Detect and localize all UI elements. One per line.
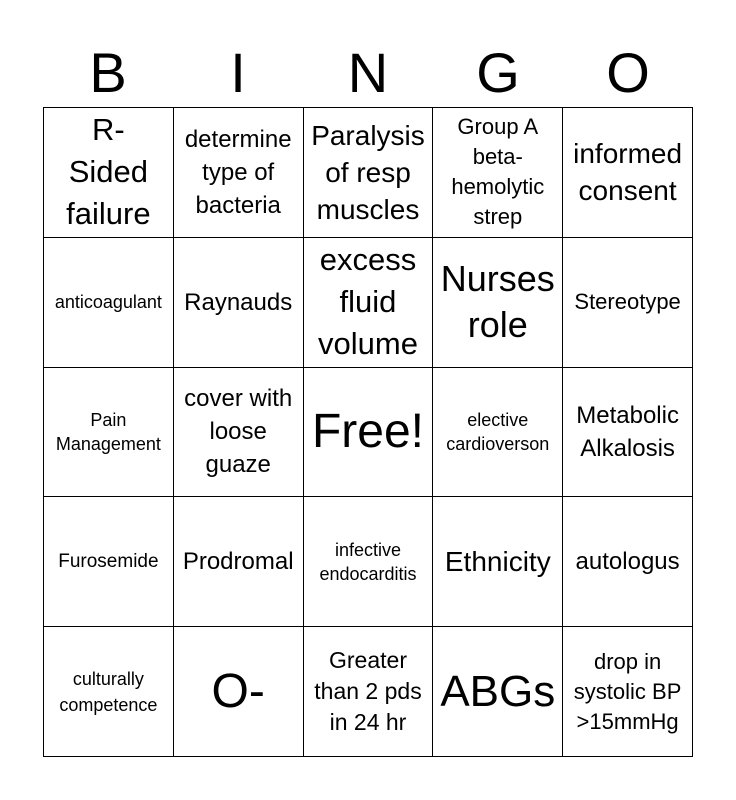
cell-text: excess fluid volume: [318, 242, 418, 362]
cell-text: Stereotype: [574, 289, 681, 315]
bingo-cell[interactable]: [174, 497, 304, 627]
cell-text: elective cardioverson: [446, 409, 550, 454]
bingo-cell[interactable]: [304, 108, 434, 238]
header-letter-b: B: [89, 41, 127, 104]
bingo-cell[interactable]: [304, 627, 434, 757]
cell-text: culturally competence: [59, 668, 158, 715]
cell-text: drop in systolic BP >15mmHg: [573, 648, 682, 734]
header-letter-n: N: [347, 41, 389, 104]
cell-text: ABGs: [440, 666, 556, 716]
cell-text: Metabolic Alkalosis: [576, 401, 679, 462]
bingo-cell[interactable]: [563, 497, 693, 627]
header-letter-g: G: [476, 41, 520, 104]
bingo-cell[interactable]: [433, 627, 563, 757]
bingo-cell[interactable]: [563, 368, 693, 498]
bingo-cell[interactable]: [44, 108, 174, 238]
bingo-cell[interactable]: [304, 368, 434, 498]
cell-text: Group A beta-hemolytic strep: [451, 114, 545, 230]
bingo-cell[interactable]: [174, 627, 304, 757]
cell-text: Paralysis of resp muscles: [311, 119, 425, 225]
bingo-header: [43, 38, 693, 108]
bingo-cell[interactable]: [44, 497, 174, 627]
bingo-cell[interactable]: [433, 238, 563, 368]
bingo-cell[interactable]: [304, 497, 434, 627]
cell-text: Furosemide: [58, 550, 159, 572]
cell-text: O-: [211, 664, 265, 718]
cell-text: Prodromal: [182, 548, 294, 576]
bingo-cell[interactable]: [44, 238, 174, 368]
bingo-cell[interactable]: [174, 368, 304, 498]
bingo-cell[interactable]: [433, 108, 563, 238]
bingo-cell[interactable]: [44, 627, 174, 757]
cell-text: Greater than 2 pds in 24 hr: [314, 647, 422, 736]
header-letter-i: I: [230, 41, 246, 104]
bingo-cell[interactable]: [563, 627, 693, 757]
bingo-cell[interactable]: [174, 238, 304, 368]
cell-text: Raynauds: [184, 288, 293, 316]
bingo-cell[interactable]: [174, 108, 304, 238]
bingo-cell[interactable]: [304, 238, 434, 368]
cell-text: cover with loose guaze: [184, 385, 293, 479]
bingo-grid: [43, 107, 693, 757]
cell-text: autologus: [575, 548, 680, 576]
bingo-cell[interactable]: [563, 108, 693, 238]
cell-text: R-Sided failure: [66, 112, 151, 232]
cell-text: Ethnicity: [444, 546, 551, 578]
bingo-cell[interactable]: [44, 368, 174, 498]
bingo-cell[interactable]: [433, 497, 563, 627]
cell-text: Pain Management: [55, 409, 161, 454]
header-letter-o: O: [606, 41, 650, 104]
bingo-cell[interactable]: [563, 238, 693, 368]
cell-text: informed consent: [573, 138, 683, 207]
bingo-cell[interactable]: [433, 368, 563, 498]
free-space: Free!: [311, 404, 424, 458]
cell-text: infective endocarditis: [319, 539, 417, 584]
cell-text: determine type of bacteria: [184, 125, 292, 219]
cell-text: Nurses role: [440, 258, 555, 346]
cell-text: anticoagulant: [54, 292, 162, 313]
